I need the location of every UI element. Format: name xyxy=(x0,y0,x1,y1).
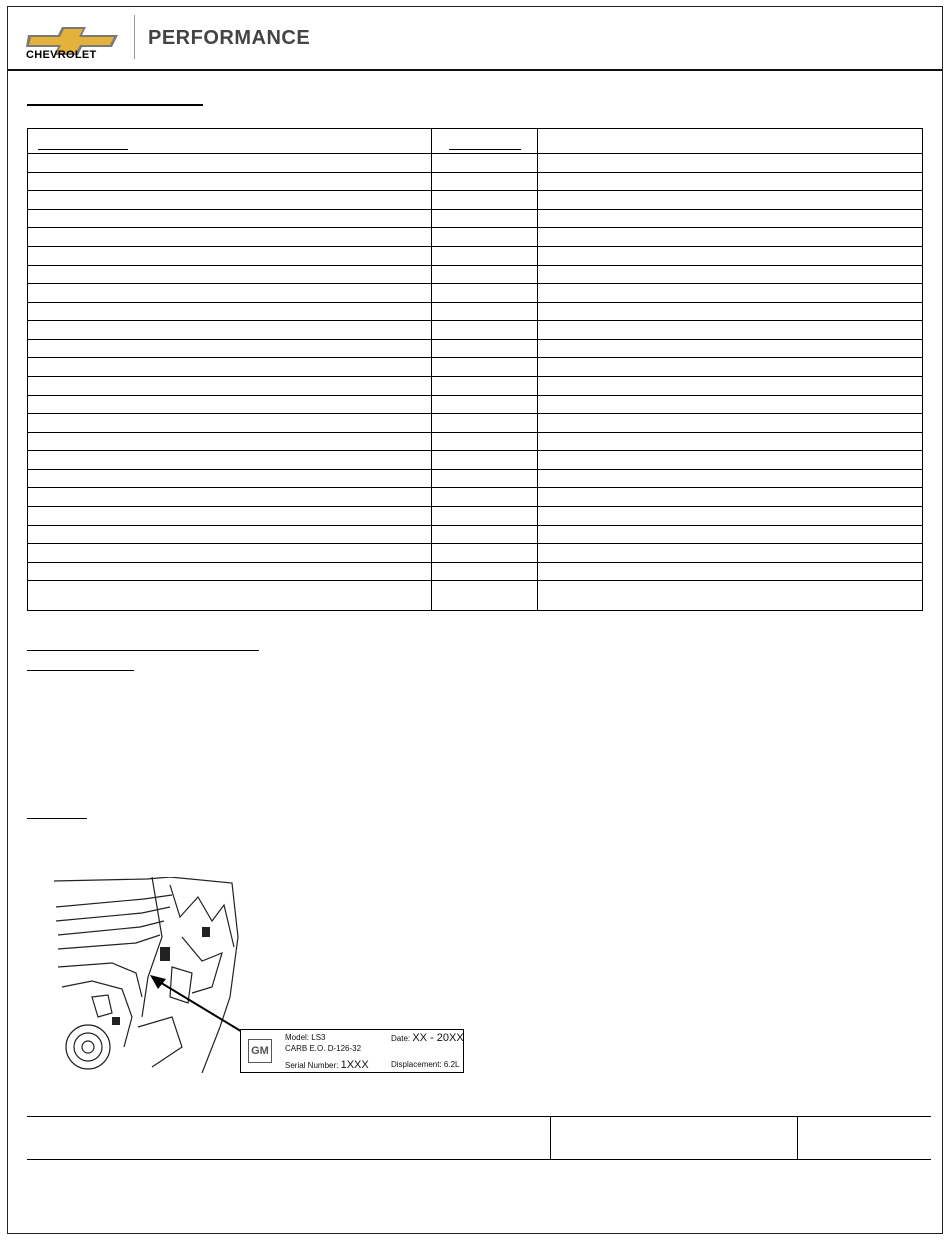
carb-label: CARB E.O. xyxy=(285,1044,326,1053)
title-underline xyxy=(27,104,203,106)
footer-bottom-rule xyxy=(27,1159,931,1160)
table-row-line xyxy=(28,395,922,396)
table-row-line xyxy=(28,302,922,303)
model-label: Model: xyxy=(285,1033,310,1042)
serial-label: Serial Number: xyxy=(285,1061,339,1070)
table-row-line xyxy=(28,320,922,321)
date-line xyxy=(391,1032,464,1044)
table-row-line xyxy=(28,190,922,191)
displacement-value: 6.2L xyxy=(443,1060,460,1069)
table-row-line xyxy=(28,543,922,544)
table-row-line xyxy=(28,209,922,210)
table-row-line xyxy=(28,506,922,507)
footer-top-rule xyxy=(27,1116,931,1117)
table-row-line xyxy=(28,469,922,470)
table-row-line xyxy=(28,413,922,414)
table-row-line xyxy=(28,172,922,173)
gm-logo: GM xyxy=(248,1039,272,1063)
carb-line xyxy=(285,1044,361,1053)
table-row-line xyxy=(28,153,922,154)
serial-value: 1XXX xyxy=(340,1059,369,1071)
table-row-line xyxy=(28,265,922,266)
table-header-underline xyxy=(38,149,128,150)
table-row-line xyxy=(28,580,922,581)
section-title: PERFORMANCE xyxy=(148,27,311,49)
date-value: XX - 20XX xyxy=(412,1032,464,1044)
table-column-divider xyxy=(431,129,432,610)
footer-column-divider xyxy=(550,1116,551,1160)
section-heading-underline xyxy=(27,650,259,651)
date-label: Date: xyxy=(391,1034,411,1043)
table-row-line xyxy=(28,562,922,563)
serial-line xyxy=(285,1059,369,1071)
page-header xyxy=(8,7,942,71)
table-row-line xyxy=(28,450,922,451)
model-value: LS3 xyxy=(311,1033,326,1042)
pointer-arrow-icon xyxy=(148,973,248,1037)
section-subheading-underline xyxy=(27,670,134,671)
table-row-line xyxy=(28,487,922,488)
table-row-line xyxy=(28,357,922,358)
brand-wordmark: CHEVROLET xyxy=(26,49,97,61)
document-page xyxy=(7,6,943,1234)
header-divider xyxy=(134,15,135,59)
table-row-line xyxy=(28,339,922,340)
table-row-line xyxy=(28,432,922,433)
displacement-label: Displacement: xyxy=(391,1060,442,1069)
table-row-line xyxy=(28,525,922,526)
table-row-line xyxy=(28,283,922,284)
displacement-line xyxy=(391,1060,460,1069)
model-line xyxy=(285,1033,325,1042)
parts-table xyxy=(27,128,923,611)
table-header-underline xyxy=(449,149,521,150)
table-row-line xyxy=(28,246,922,247)
table-row-line xyxy=(28,376,922,377)
table-row-line xyxy=(28,227,922,228)
carb-value: D-126-32 xyxy=(327,1044,362,1053)
table-column-divider xyxy=(537,129,538,610)
footer-column-divider xyxy=(797,1116,798,1160)
section-heading-underline xyxy=(27,818,87,819)
engine-emission-label xyxy=(240,1029,464,1073)
